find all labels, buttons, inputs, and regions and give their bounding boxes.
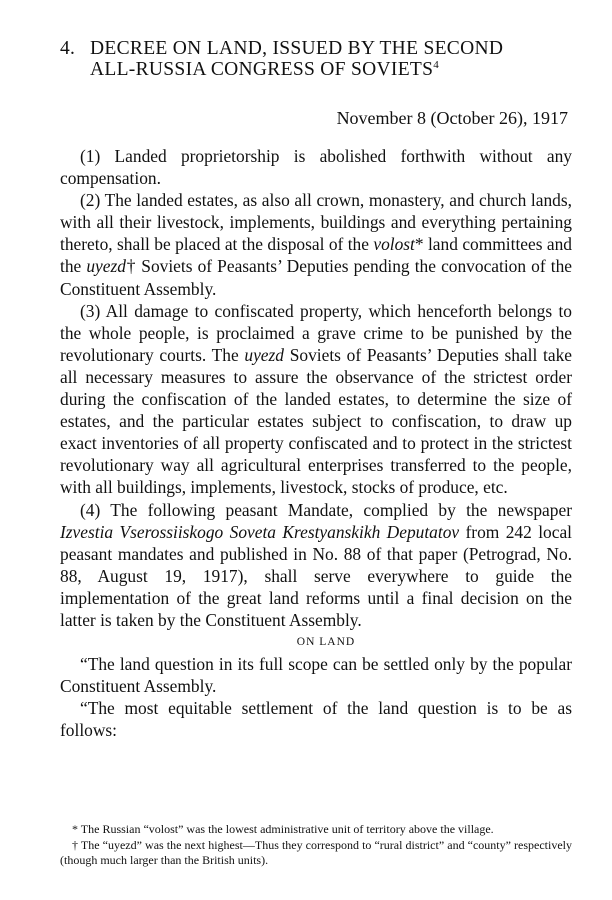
paragraph-2-text-a: (2) The landed estates, as also all crown, monastery, and church lands, with all their livestock, implements, buildings and everything pertaining thereto, shall be placed at the disposal of the — [60, 190, 572, 255]
paragraph-4 — [60, 499, 572, 632]
uyezd-term: uyezd — [244, 344, 284, 365]
title-line-2: ALL-RUSSIA CONGRESS OF SOVIETS — [90, 59, 434, 80]
decree-date: November 8 (October 26), 1917 — [336, 108, 568, 128]
footnotes — [60, 822, 572, 869]
quote-paragraph-1: “The land question in its full scope can be settled only by the popular Constituent Assembly. — [60, 654, 572, 697]
paragraph-3 — [60, 300, 572, 499]
paragraph-4-text-b: from 242 local peasant mandates and published in No. 88 of that paper (Petrograd, No. 88, August 19, 1917), shall serve everywhere to guide the implementation of the great land reforms until a final decision on the latter is taken by the Constituent Assembly. — [60, 521, 573, 630]
title-line-1: DECREE ON LAND, ISSUED BY THE SECOND — [90, 38, 504, 59]
page-title — [60, 38, 580, 80]
uyezd-term: uyezd — [86, 256, 126, 277]
section-heading: ON LAND — [296, 636, 356, 649]
paragraph-2-text-b: * land committees and the — [60, 234, 572, 277]
document-number: 4. — [60, 38, 76, 59]
paragraph-3-text-b: Soviets of Peasants’ Deputies shall take all necessary measures to assure the observance of the strictest order during the confiscation of the landed estates, to determine the size of estates, and the particular estates subject to confiscation, to draw up exact inventories of all property confiscated and to protect in the strictest revolutionary way all agricultural enterprises transferred to the people, with all buildings, implements, livestock, stocks of produce, etc. — [60, 344, 572, 498]
volost-term: volost — [373, 234, 415, 255]
quote-paragraph-2: “The most equitable settlement of the land question is to be as follows: — [60, 698, 572, 741]
paragraph-2 — [60, 189, 572, 299]
title-note-marker: 4 — [433, 59, 440, 71]
paragraph-1: (1) Landed proprietorship is abolished forthwith without any compensation. — [60, 146, 572, 189]
footnote-volost: * The Russian “volost” was the lowest administrative unit of territory above the village. — [72, 822, 494, 836]
newspaper-title: Izvestia Vserossiiskogo Soveta Krestyanskikh Deputatov — [60, 521, 460, 542]
paragraph-2-text-c: † Soviets of Peasants’ Deputies pending the convocation of the Constituent Assembly. — [60, 256, 573, 299]
paragraph-3-text-a: (3) All damage to confiscated property, which henceforth belongs to the whole people, is proclaimed a grave crime to be punished by the revolutionary courts. The — [60, 300, 572, 365]
document-body — [60, 145, 572, 742]
footnote-uyezd: † The “uyezd” was the next highest—Thus they correspond to “rural district” and “county” respectively (though much larger than the British units). — [60, 837, 572, 867]
paragraph-4-text-a: (4) The following peasant Mandate, complied by the newspaper — [80, 499, 572, 520]
